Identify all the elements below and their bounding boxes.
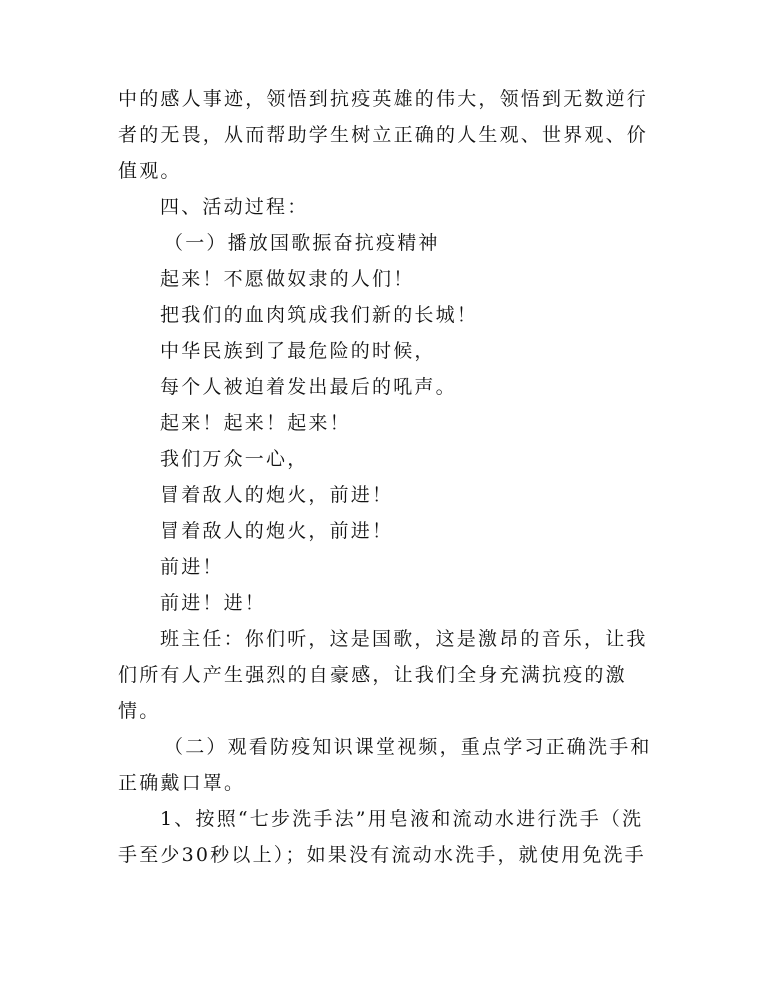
anthem-line: 前进！进！ — [160, 592, 267, 614]
paragraph-line: 值观。 — [118, 160, 182, 182]
anthem-line: 前进！ — [160, 556, 224, 578]
anthem-line: 冒着敌人的炮火，前进！ — [160, 520, 394, 542]
paragraph-line: 者的无畏，从而帮助学生树立正确的人生观、世界观、价 — [118, 124, 649, 146]
paragraph-line: 中的感人事迹，领悟到抗疫英雄的伟大，领悟到无数逆行 — [118, 88, 649, 110]
paragraph-line: 们所有人产生强烈的自豪感，让我们全身充满抗疫的激 — [118, 664, 627, 686]
paragraph-line: 情。 — [118, 700, 161, 722]
anthem-line: 每个人被迫着发出最后的吼声。 — [160, 376, 457, 398]
anthem-line: 起来！起来！起来！ — [160, 412, 351, 434]
anthem-line: 起来！不愿做奴隶的人们！ — [160, 268, 415, 290]
paragraph-line: 正确戴口罩。 — [118, 772, 246, 794]
anthem-line: 我们万众一心， — [160, 448, 309, 470]
anthem-line: 把我们的血肉筑成我们新的长城！ — [160, 304, 479, 326]
anthem-line: 冒着敌人的炮火，前进！ — [160, 484, 394, 506]
subsection-heading: （一）播放国歌振奋抗疫精神 — [164, 232, 440, 254]
subsection-heading: （二）观看防疫知识课堂视频，重点学习正确洗手和 — [164, 736, 652, 758]
paragraph-line: 1、按照“七步洗手法”用皂液和流动水进行洗手（洗 — [160, 808, 644, 830]
anthem-line: 中华民族到了最危险的时候， — [160, 340, 436, 362]
paragraph-line: 班主任：你们听，这是国歌，这是激昂的音乐，让我 — [160, 628, 648, 650]
paragraph-line: 手至少30秒以上）；如果没有流动水洗手，就使用免洗手 — [118, 844, 646, 866]
section-heading: 四、活动过程： — [160, 196, 309, 218]
